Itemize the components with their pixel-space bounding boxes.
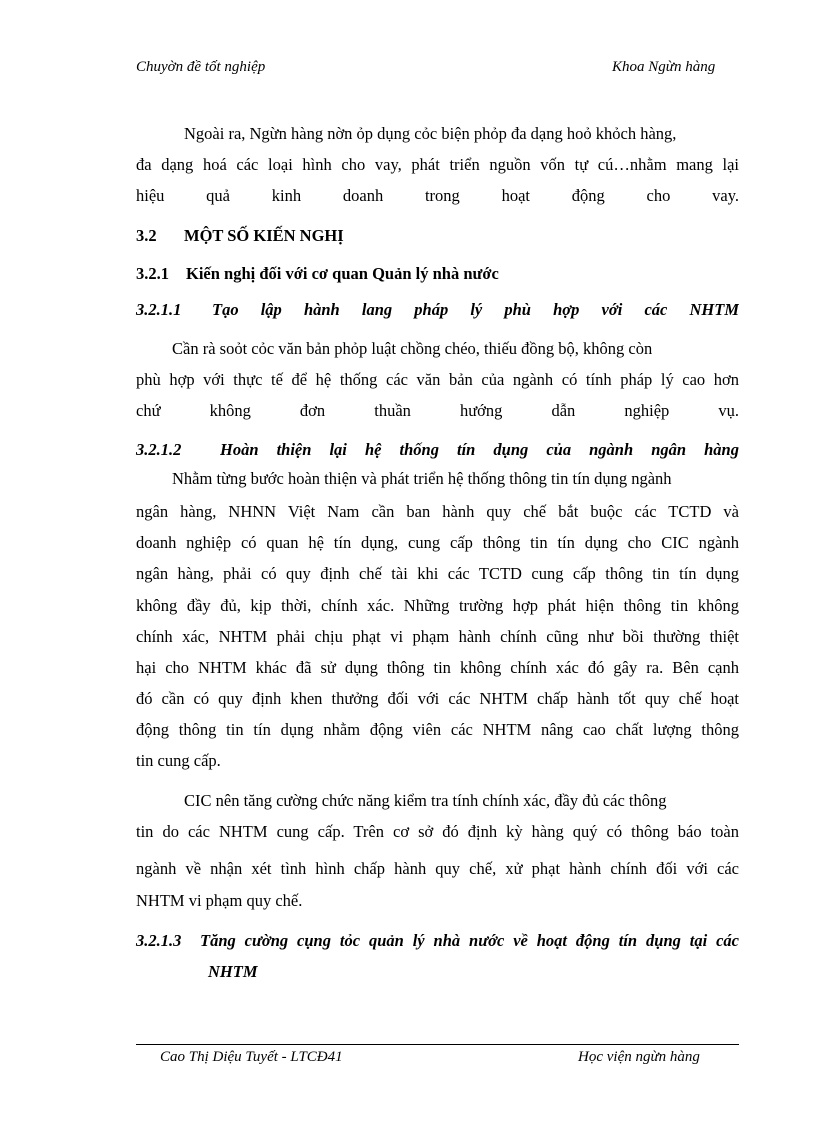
p4-line: tin do các NHTM cung cấp. Trên cơ sở đó định kỳ hàng quý có thông báo toàn	[136, 822, 739, 841]
p2-line: Cần rà soỏt cỏc văn bản phỏp luật chồng chéo, thiếu đồng bộ, không còn	[172, 339, 653, 358]
header-right: Khoa Ngừn hàng	[612, 59, 716, 75]
p3-line: động thông tin tín dụng nhằm động viên các NHTM nâng cao chất lượng thông	[136, 720, 739, 739]
subsubsection-heading: Hoàn thiện lại hệ thống tín dụng của ngành ngân hàng	[220, 440, 739, 459]
subsubsection-number: 3.2.1.2	[136, 440, 182, 459]
p4-line: ngành về nhận xét tình hình chấp hành quy chế, xử phạt hành chính đối với các	[136, 859, 739, 878]
subsubsection-heading: Tăng cường cụng tỏc quản lý nhà nước về hoạt động tín dụng tại các	[200, 931, 739, 950]
header-left: Chuyờn đề tốt nghiệp	[136, 59, 266, 75]
subsection-number: 3.2.1	[136, 264, 169, 283]
subsubsection-number: 3.2.1.1	[136, 300, 182, 319]
p3-line: ngân hàng, phải có quy định chế tài khi các TCTD cung cấp thông tin tín dụng	[136, 564, 739, 583]
footer-left: Cao Thị Diệu Tuyết - LTCĐ41	[160, 1049, 343, 1065]
p3-line: không đầy đủ, kịp thời, chính xác. Những trường hợp phát hiện thông tin không	[136, 596, 739, 615]
p1-line: đa dạng hoá các loại hình cho vay, phát triển nguồn vốn tự cú…nhằm mang lại	[136, 155, 739, 174]
p2-line: phù hợp với thực tế để hệ thống các văn bản của ngành có tính pháp lý cao hơn	[136, 370, 739, 389]
p3-line: hại cho NHTM khác đã sử dụng thông tin không chính xác đó gây ra. Bên cạnh	[136, 658, 739, 677]
p3-line: doanh nghiệp có quan hệ tín dụng, cung cấp thông tin tín dụng cho CIC ngành	[136, 533, 739, 552]
p3-line: tin cung cấp.	[136, 751, 221, 770]
p2-line: chứ không đơn thuần hướng dẫn nghiệp vụ.	[136, 401, 739, 420]
footer-right: Học viện ngừn hàng	[578, 1049, 700, 1065]
footer-rule	[136, 1044, 739, 1045]
subsubsection-number: 3.2.1.3	[136, 931, 182, 950]
subsubsection-heading-cont: NHTM	[208, 962, 258, 981]
section-heading: MỘT SỐ KIẾN NGHỊ	[184, 226, 344, 245]
p3-line: Nhằm từng bước hoàn thiện và phát triển hệ thống thông tin tín dụng ngành	[172, 469, 672, 488]
p1-line: Ngoài ra, Ngừn hàng nờn ỏp dụng cỏc biện phỏp đa dạng hoỏ khỏch hàng,	[184, 124, 677, 143]
p1-line: hiệu quả kinh doanh trong hoạt động cho vay.	[136, 186, 739, 205]
p4-line: CIC nên tăng cường chức năng kiểm tra tính chính xác, đầy đủ các thông	[184, 791, 667, 810]
section-number: 3.2	[136, 226, 157, 245]
p3-line: chính xác, NHTM phải chịu phạt vi phạm hành chính cũng như bồi thường thiệt	[136, 627, 739, 646]
p4-line: NHTM vi phạm quy chế.	[136, 891, 303, 910]
p3-line: đó cần có quy định khen thưởng đối với các NHTM chấp hành tốt quy chế hoạt	[136, 689, 739, 708]
p3-line: ngân hàng, NHNN Việt Nam cần ban hành quy chế bắt buộc các TCTD và	[136, 502, 739, 521]
subsubsection-heading: Tạo lập hành lang pháp lý phù hợp với các NHTM	[212, 300, 739, 319]
subsection-heading: Kiến nghị đối với cơ quan Quản lý nhà nước	[186, 264, 499, 283]
